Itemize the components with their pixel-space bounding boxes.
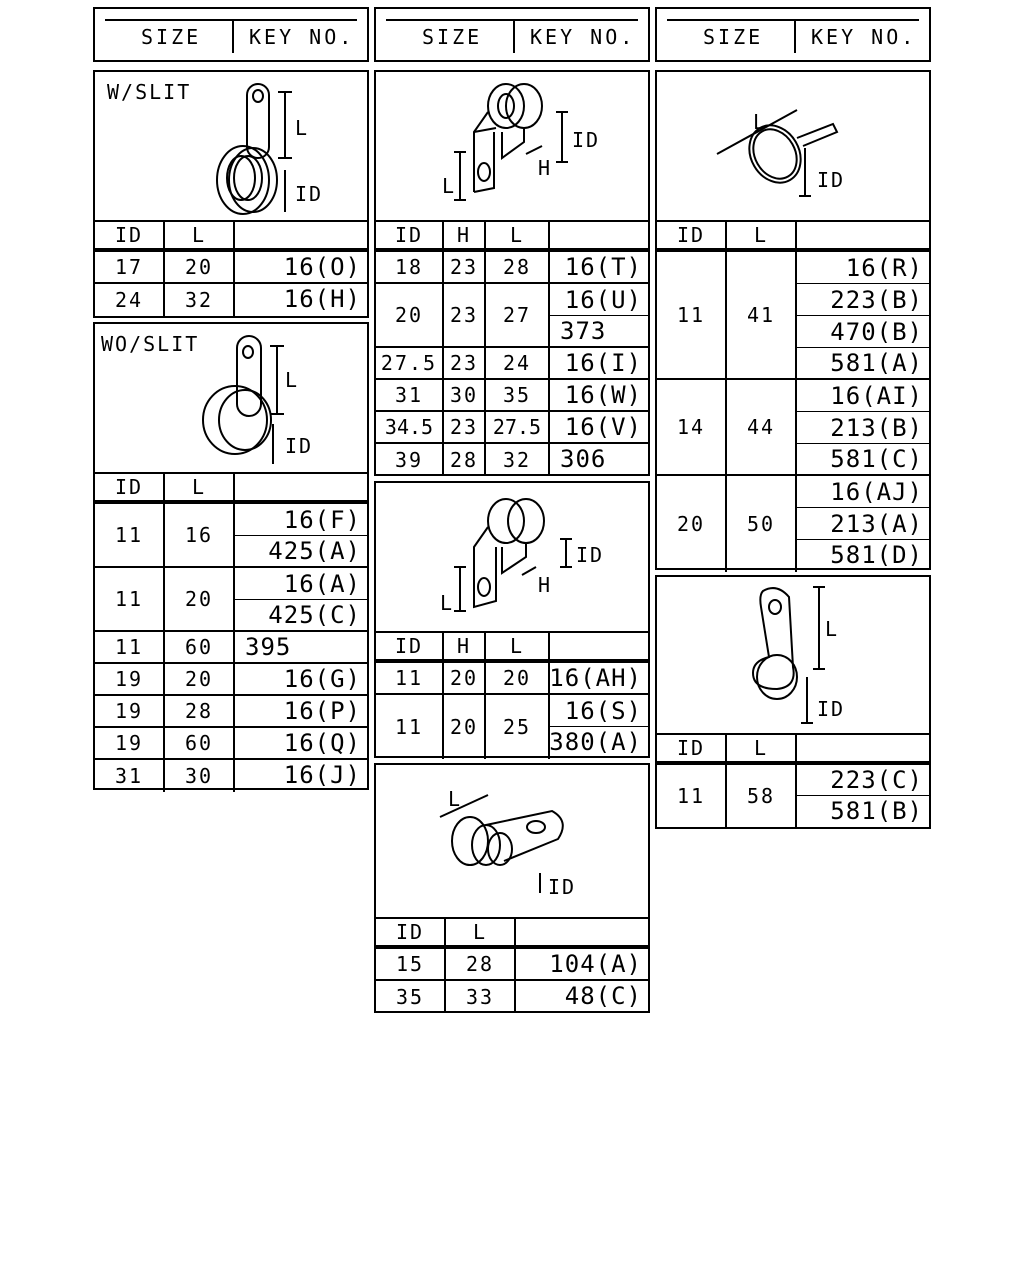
col-key <box>233 222 367 248</box>
table-row <box>376 380 648 412</box>
cell-id: 11 <box>394 715 424 739</box>
header-rule <box>667 19 919 21</box>
dim-id-label: ID <box>295 182 324 206</box>
cell-l: 30 <box>163 760 233 792</box>
cell-id: 19 <box>114 699 144 723</box>
table-header-row <box>95 222 367 252</box>
cell-h: 23 <box>442 252 484 282</box>
ring-clamp-panel <box>655 70 931 570</box>
cell-l: 60 <box>163 728 233 758</box>
table-row <box>376 348 648 380</box>
key-number: 16(I) <box>564 349 642 377</box>
header-divider <box>794 21 796 53</box>
cell-key <box>795 765 929 827</box>
dim-l-label: L <box>442 174 457 198</box>
cushion-clamp-table <box>376 917 648 1013</box>
cell-l: 60 <box>163 632 233 662</box>
cell-id: 31 <box>114 764 144 788</box>
cell-h: 23 <box>442 284 484 346</box>
table-header-row <box>95 474 367 504</box>
cell-key <box>233 664 367 694</box>
col-id: ID <box>114 223 144 247</box>
cell-id: 11 <box>394 666 424 690</box>
cell-key <box>233 728 367 758</box>
table-row <box>657 252 929 380</box>
table-row <box>95 568 367 632</box>
dim-l-label: L <box>448 787 463 811</box>
key-number: 395 <box>245 633 292 661</box>
cell-key <box>548 695 648 759</box>
key-number: 16(T) <box>564 253 642 281</box>
col-l: L <box>725 222 795 248</box>
key-number: 425(C) <box>235 599 367 630</box>
table-header-row <box>376 633 648 663</box>
key-number: 16(W) <box>564 381 642 409</box>
key-number: 16(O) <box>283 253 361 281</box>
cell-l: 28 <box>484 252 548 282</box>
cell-key <box>795 476 929 572</box>
dim-l-label: L <box>753 110 768 134</box>
key-number: 373 <box>550 315 648 346</box>
col-l: L <box>725 735 795 761</box>
cell-id: 20 <box>676 512 706 536</box>
cell-key <box>233 632 367 662</box>
col-h: H <box>442 633 484 659</box>
dim-id-label: ID <box>576 543 605 567</box>
dim-h-label: H <box>538 156 553 180</box>
cell-h: 30 <box>442 380 484 410</box>
col-id: ID <box>394 634 424 658</box>
key-number: 16(H) <box>283 285 361 313</box>
header-panel-2 <box>374 7 650 62</box>
key-number: 16(R) <box>845 253 923 282</box>
table-row <box>95 696 367 728</box>
table-row <box>657 476 929 572</box>
key-number: 581(A) <box>797 347 929 378</box>
table-header-row <box>376 222 648 252</box>
cell-key <box>514 981 648 1013</box>
cell-id: 19 <box>114 667 144 691</box>
table-row <box>95 252 367 284</box>
cell-key <box>795 380 929 474</box>
col-key <box>514 919 648 945</box>
cell-l: 20 <box>163 568 233 630</box>
dim-l-label: L <box>825 617 840 641</box>
cell-key <box>795 252 929 378</box>
key-number: 48(C) <box>564 982 642 1010</box>
cell-key <box>233 568 367 630</box>
cell-l: 50 <box>725 476 795 572</box>
header-panel-1 <box>93 7 369 62</box>
table-row <box>376 444 648 476</box>
header-key-no: KEY NO. <box>249 25 355 49</box>
w-slit-clamp-drawing <box>95 72 367 220</box>
key-number: 16(V) <box>564 413 642 441</box>
col-key <box>548 222 648 248</box>
table-row <box>95 284 367 316</box>
key-number: 581(C) <box>797 443 929 474</box>
cell-id: 27.5 <box>380 351 438 375</box>
key-number: 16(F) <box>283 505 361 534</box>
w-slit-title: W/SLIT <box>107 80 192 104</box>
table-row <box>95 664 367 696</box>
col-key <box>795 735 929 761</box>
cell-l: 20 <box>163 252 233 282</box>
key-number: 16(P) <box>283 697 361 725</box>
cell-l: 44 <box>725 380 795 474</box>
cell-id: 11 <box>114 635 144 659</box>
cushion-clamp-panel <box>374 763 650 1013</box>
cell-id: 14 <box>676 415 706 439</box>
header-key-no: KEY NO. <box>811 25 917 49</box>
cell-key <box>233 760 367 792</box>
table-row <box>657 765 929 827</box>
bracket-clamp-b-panel <box>374 481 650 758</box>
dim-l-label: L <box>295 116 310 140</box>
wo-slit-clamp-panel <box>93 322 369 790</box>
key-number: 16(AI) <box>830 381 923 410</box>
col-h: H <box>442 222 484 248</box>
table-row <box>95 504 367 568</box>
col-key <box>233 474 367 500</box>
cell-l: 32 <box>484 444 548 476</box>
key-number: 104(A) <box>549 950 642 978</box>
dim-h-label: H <box>538 573 553 597</box>
header-size: SIZE <box>141 25 202 49</box>
cell-l: 33 <box>444 981 514 1013</box>
key-number: 16(J) <box>283 761 361 789</box>
table-row <box>95 728 367 760</box>
cell-key <box>548 284 648 346</box>
col-l: L <box>163 474 233 500</box>
cell-id: 24 <box>114 288 144 312</box>
cell-id: 17 <box>114 255 144 279</box>
cell-l: 28 <box>163 696 233 726</box>
key-number: 16(A) <box>283 569 361 598</box>
cell-id: 20 <box>394 303 424 327</box>
key-number: 581(B) <box>797 795 929 825</box>
cell-key <box>514 949 648 979</box>
wo-slit-title: WO/SLIT <box>101 332 200 356</box>
cell-id: 39 <box>394 448 424 472</box>
header-divider <box>232 21 234 53</box>
header-divider <box>513 21 515 53</box>
table-row <box>376 663 648 695</box>
bracket-clamp-b-drawing <box>376 483 648 631</box>
table-row <box>376 284 648 348</box>
cell-id: 15 <box>395 952 425 976</box>
cell-id: 11 <box>676 784 706 808</box>
p-clip-panel <box>655 575 931 829</box>
cell-l: 27 <box>484 284 548 346</box>
cell-l: 28 <box>444 949 514 979</box>
key-number: 16(AJ) <box>830 477 923 506</box>
table-header-row <box>657 735 929 765</box>
dim-id-label: ID <box>285 434 314 458</box>
col-id: ID <box>394 223 424 247</box>
ring-clamp-drawing <box>657 72 929 220</box>
cushion-clamp-drawing <box>376 765 648 915</box>
col-id: ID <box>114 475 144 499</box>
cell-key <box>548 252 648 282</box>
key-number: 213(A) <box>797 507 929 539</box>
dim-id-label: ID <box>548 875 577 899</box>
col-l: L <box>163 222 233 248</box>
p-clip-table <box>657 733 929 827</box>
cell-id: 31 <box>394 383 424 407</box>
cell-key <box>548 663 648 693</box>
bracket-clamp-a-table <box>376 220 648 476</box>
table-header-row <box>376 919 648 949</box>
cell-key <box>233 696 367 726</box>
cell-id: 35 <box>395 985 425 1009</box>
key-number: 213(B) <box>797 411 929 443</box>
bracket-clamp-a-panel <box>374 70 650 476</box>
table-row <box>376 252 648 284</box>
wo-slit-clamp-drawing <box>95 324 367 472</box>
cell-l: 20 <box>484 663 548 693</box>
cell-h: 20 <box>442 663 484 693</box>
dim-id-label: ID <box>817 168 846 192</box>
bracket-clamp-a-drawing <box>376 72 648 220</box>
cell-l: 35 <box>484 380 548 410</box>
key-number: 581(D) <box>797 539 929 570</box>
header-panel-3 <box>655 7 931 62</box>
cell-key <box>548 412 648 442</box>
dim-l-label: L <box>440 591 455 615</box>
key-number: 16(Q) <box>283 729 361 757</box>
cell-key <box>548 444 648 476</box>
dim-id-label: ID <box>817 697 846 721</box>
wo-slit-table <box>95 472 367 792</box>
key-number: 16(AH) <box>549 664 642 692</box>
key-number: 16(G) <box>283 665 361 693</box>
table-row <box>95 632 367 664</box>
key-number: 223(B) <box>797 283 929 315</box>
key-number: 425(A) <box>235 535 367 566</box>
col-id: ID <box>676 223 706 247</box>
table-row <box>376 695 648 759</box>
dim-l-label: L <box>285 368 300 392</box>
table-row <box>657 380 929 476</box>
cell-l: 27.5 <box>484 412 548 442</box>
cell-h: 20 <box>442 695 484 759</box>
col-id: ID <box>395 920 425 944</box>
col-l: L <box>444 919 514 945</box>
cell-l: 24 <box>484 348 548 378</box>
header-size: SIZE <box>703 25 764 49</box>
cell-id: 34.5 <box>384 415 434 439</box>
cell-id: 11 <box>114 587 144 611</box>
cell-key <box>233 284 367 316</box>
key-number: 470(B) <box>797 315 929 347</box>
col-l: L <box>484 633 548 659</box>
header-size: SIZE <box>422 25 483 49</box>
cell-key <box>233 252 367 282</box>
cell-h: 23 <box>442 412 484 442</box>
cell-id: 19 <box>114 731 144 755</box>
cell-key <box>548 348 648 378</box>
key-number: 16(S) <box>564 696 642 725</box>
table-header-row <box>657 222 929 252</box>
key-number: 16(U) <box>564 285 642 314</box>
key-number: 306 <box>560 445 607 473</box>
col-l: L <box>484 222 548 248</box>
col-key <box>795 222 929 248</box>
cell-l: 16 <box>163 504 233 566</box>
key-number: 380(A) <box>550 726 648 757</box>
header-rule <box>105 19 357 21</box>
key-number: 223(C) <box>830 766 923 794</box>
col-key <box>548 633 648 659</box>
w-slit-clamp-panel <box>93 70 369 318</box>
cell-id: 18 <box>394 255 424 279</box>
bracket-clamp-b-table <box>376 631 648 759</box>
cell-h: 28 <box>442 444 484 476</box>
cell-key <box>233 504 367 566</box>
header-key-no: KEY NO. <box>530 25 636 49</box>
cell-id: 11 <box>676 303 706 327</box>
cell-l: 25 <box>484 695 548 759</box>
cell-l: 32 <box>163 284 233 316</box>
table-row <box>376 949 648 981</box>
dim-id-label: ID <box>572 128 601 152</box>
ring-clamp-table <box>657 220 929 572</box>
cell-l: 20 <box>163 664 233 694</box>
header-rule <box>386 19 638 21</box>
cell-id: 11 <box>114 523 144 547</box>
w-slit-table <box>95 220 367 316</box>
cell-l: 58 <box>725 765 795 827</box>
p-clip-drawing <box>657 577 929 735</box>
cell-l: 41 <box>725 252 795 378</box>
table-row <box>376 981 648 1013</box>
col-id: ID <box>676 736 706 760</box>
table-row <box>376 412 648 444</box>
table-row <box>95 760 367 792</box>
cell-h: 23 <box>442 348 484 378</box>
cell-key <box>548 380 648 410</box>
